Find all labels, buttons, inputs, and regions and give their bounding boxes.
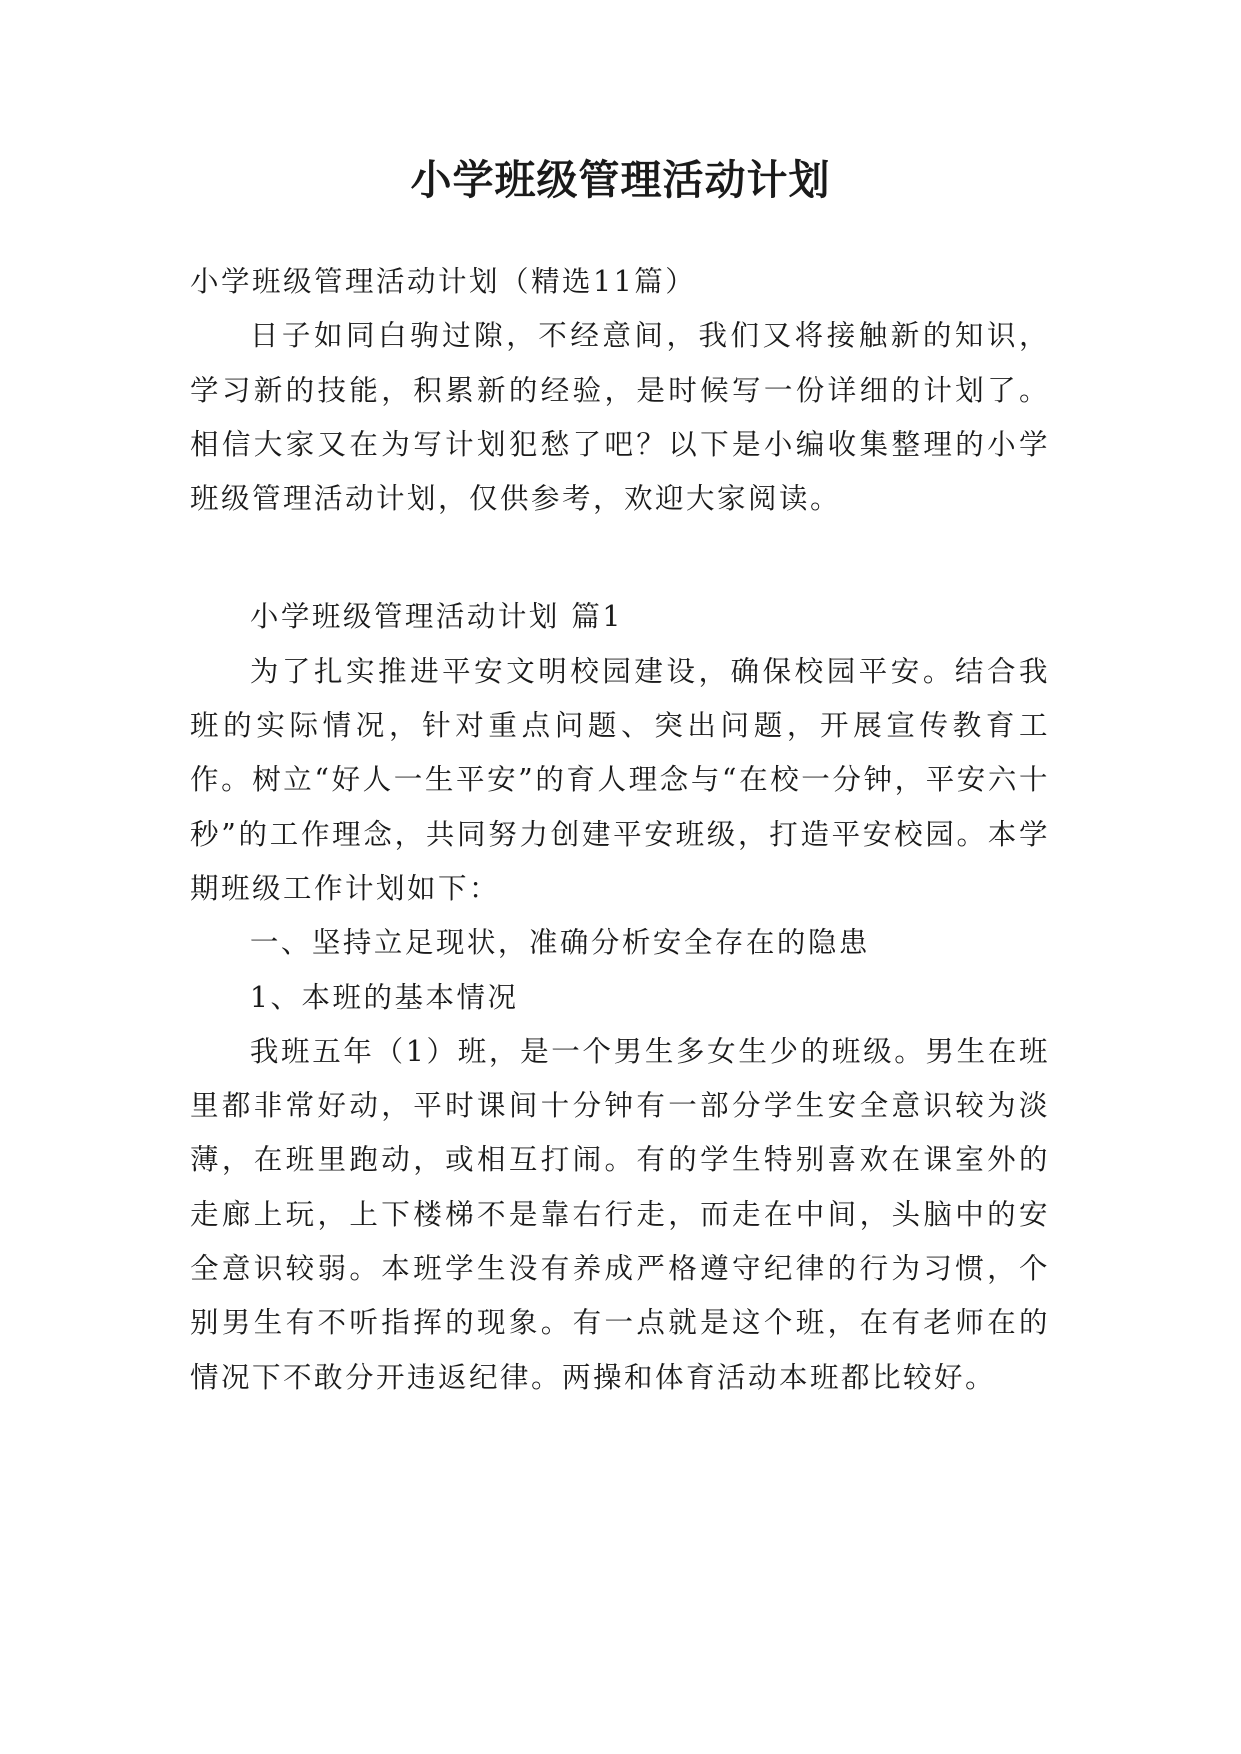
document-subtitle: 小学班级管理活动计划（精选11篇） xyxy=(190,265,697,298)
intro-paragraph: 日子如同白驹过隙，不经意间，我们又将接触新的知识，学习新的技能，积累新的经验，是时候写一份详细的计划了。相信大家又在为写计划犯愁了吧？以下是小编收集整理的小学班级管理活动计划，仅供参考，欢迎大家阅读。 xyxy=(190,319,1050,516)
paragraph: 为了扎实推进平安文明校园建设，确保校园平安。结合我班的实际情况，针对重点问题、突出问题，开展宣传教育工作。树立“好人一生平安”的育人理念与“在校一分钟，平安六十秒”的工作理念，共同努力创建平安班级，打造平安校园。本学期班级工作计划如下： xyxy=(190,654,1050,905)
paragraph: 一、坚持立足现状，准确分析安全存在的隐患 xyxy=(249,926,870,960)
paragraph: 1、本班的基本情况 xyxy=(249,980,519,1014)
paragraph: 我班五年（1）班，是一个男生多女生少的班级。男生在班里都非常好动，平时课间十分钟有一部分学生安全意识较为淡薄，在班里跑动，或相互打闹。有的学生特别喜欢在课室外的走廊上玩，上下楼梯不是靠右行走，而走在中间，头脑中的安全意识较弱。本班学生没有养成严格遵守纪律的行为习惯，个别男生有不听指挥的现象。有一点就是这个班，在有老师在的情况下不敢分开违返纪律。两操和体育活动本班都比较好。 xyxy=(190,1034,1050,1394)
document-body xyxy=(190,255,1050,1405)
document-title: 小学班级管理活动计划 xyxy=(410,156,831,204)
section-heading: 小学班级管理活动计划 篇1 xyxy=(249,600,624,634)
section-spacer xyxy=(190,526,1050,590)
